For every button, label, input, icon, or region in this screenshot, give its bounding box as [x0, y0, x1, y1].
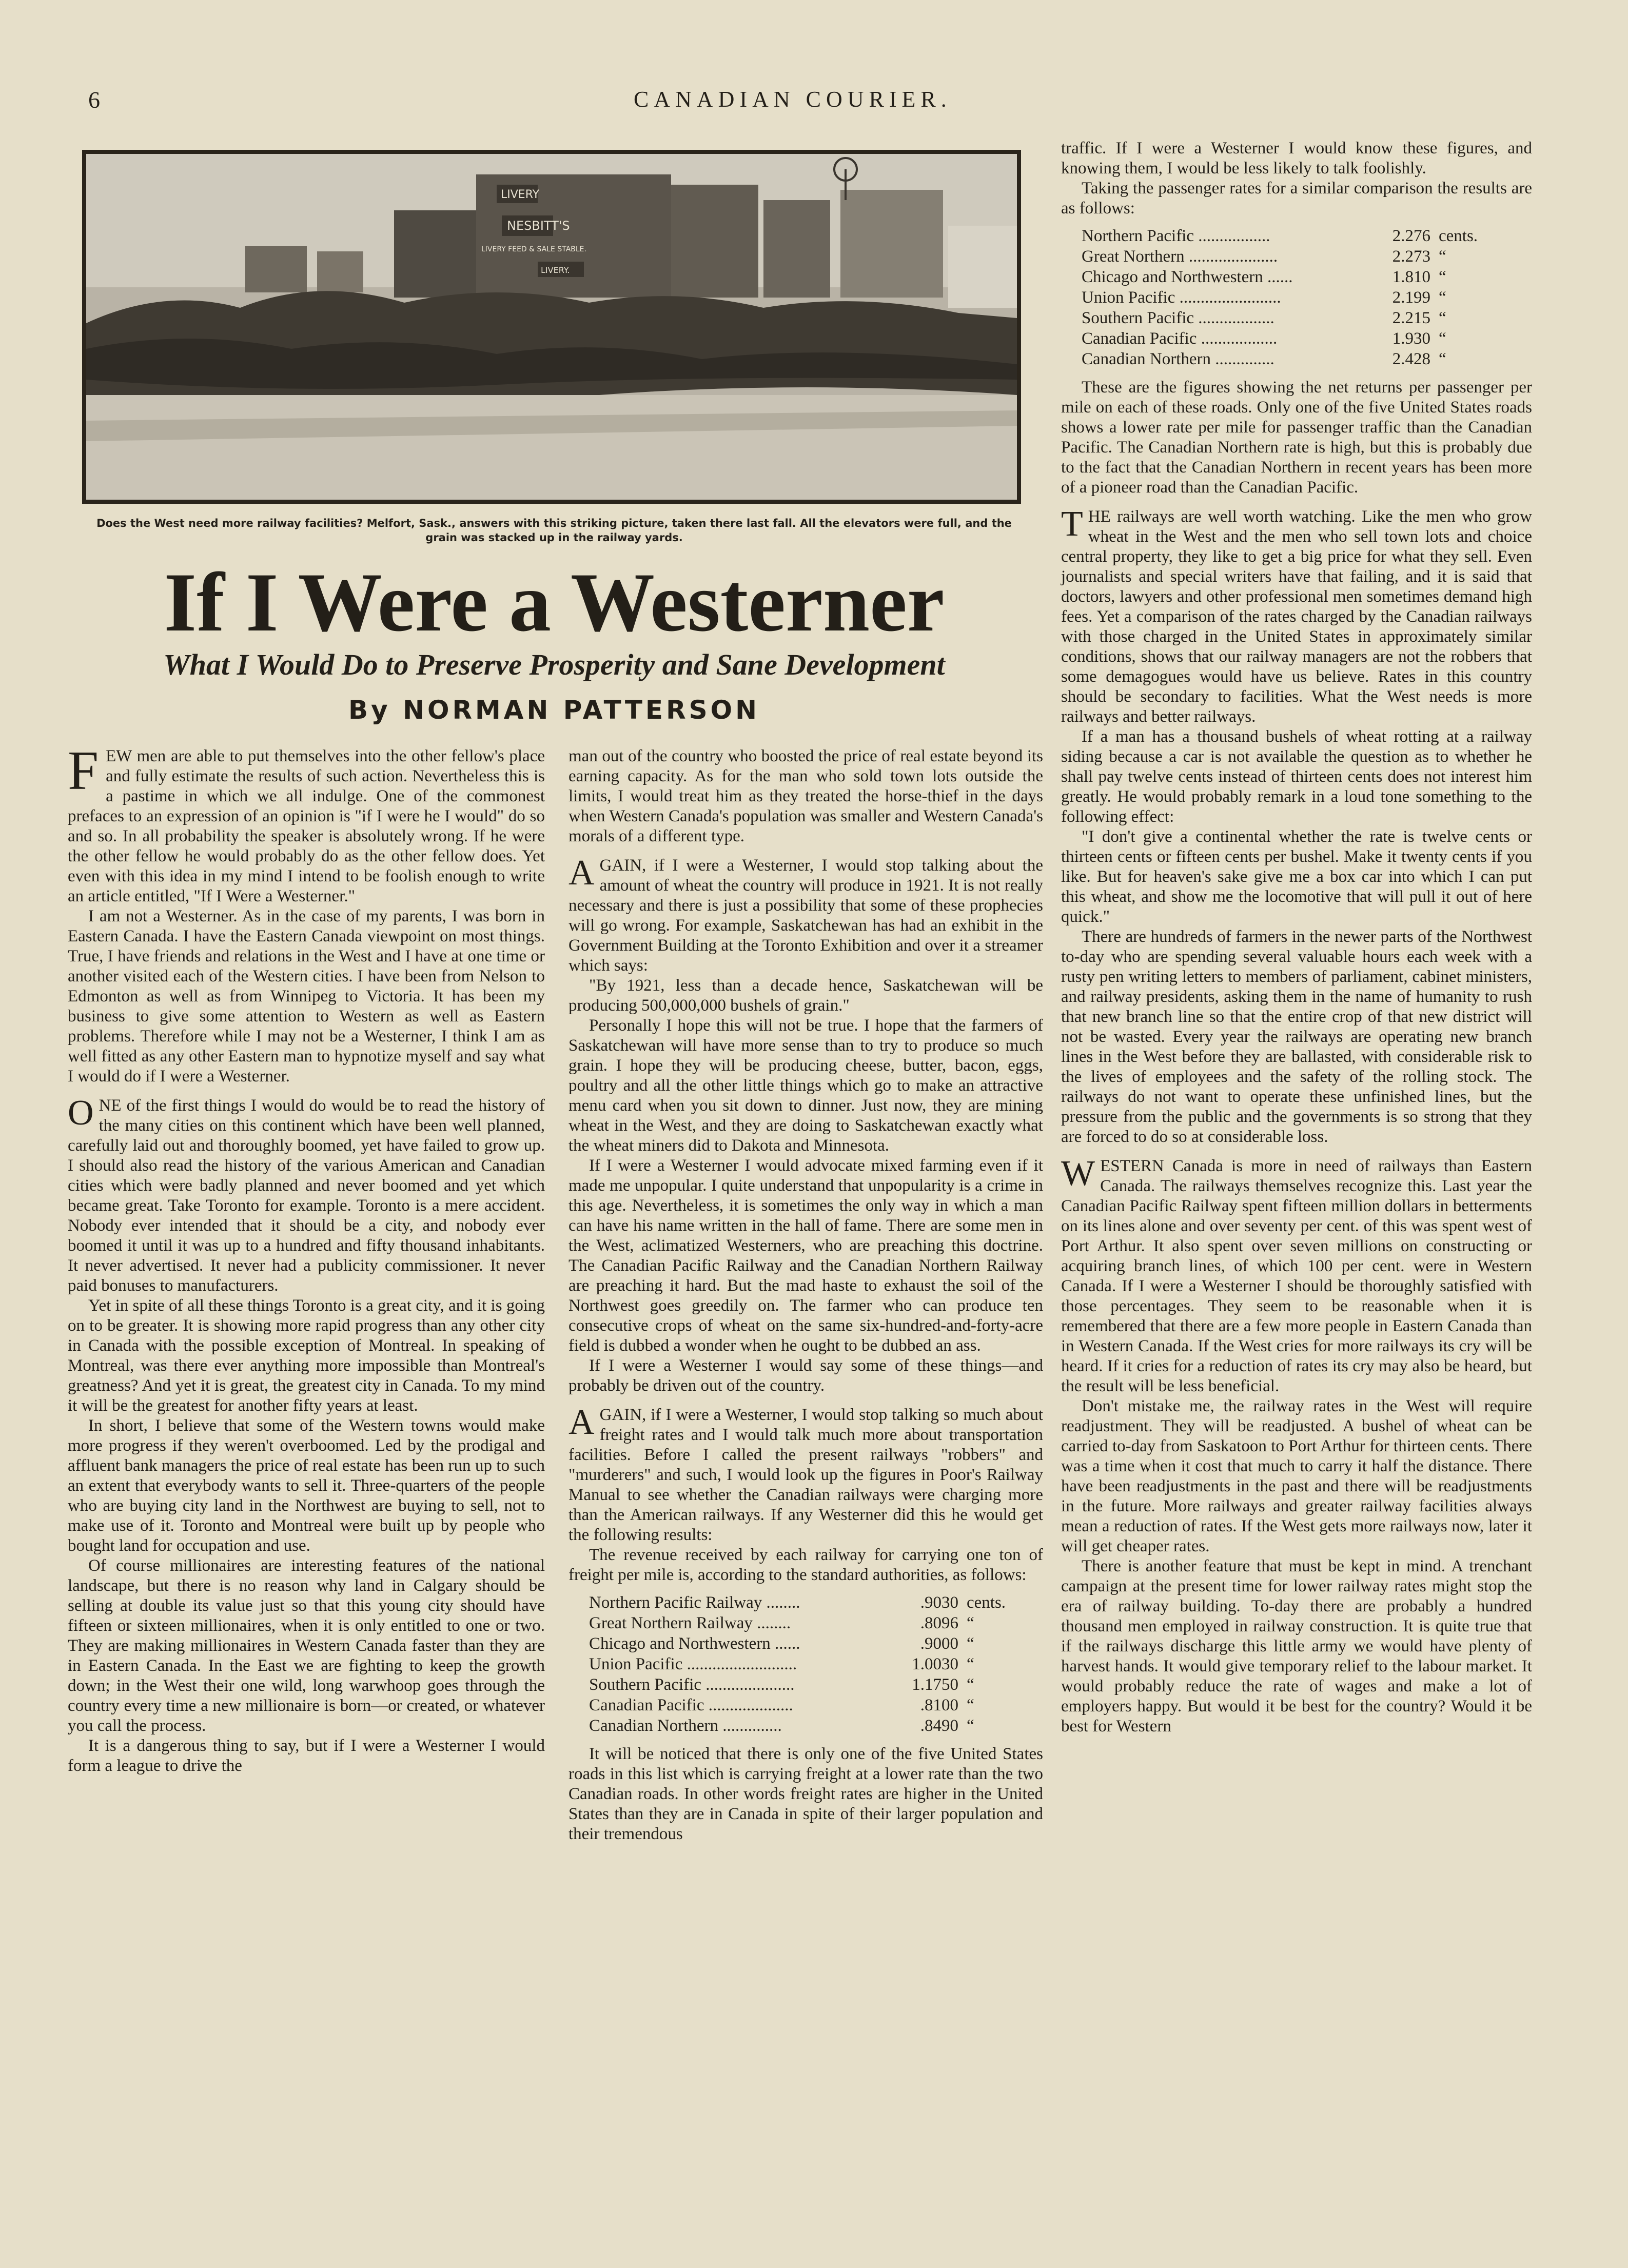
- rate-unit: “: [967, 1717, 974, 1735]
- table-row: [589, 1715, 1006, 1736]
- rate-unit: “: [1439, 350, 1446, 368]
- rate-value: 1.810: [1392, 268, 1430, 286]
- rate-value: .9030: [920, 1593, 958, 1612]
- paragraph-text: GAIN, if I were a Westerner, I would stop talking about the amount of wheat the country will produce in 1921. It is not really necessary and there is just a possibility that some of these prophecies will go wrong. For example, Saskatchewan has had an exhibit in the Government Building at the Toronto Exhibition and over it a streamer which says:: [568, 856, 1043, 975]
- rate-value: .8096: [920, 1614, 958, 1632]
- paragraph: The revenue received by each railway for carrying one ton of freight per mile is, according to the standard authorities, as follows:: [568, 1546, 1043, 1584]
- livery2-sign: LIVERY.: [541, 265, 570, 275]
- paragraph: [568, 853, 1043, 976]
- paragraph: I am not a Westerner. As in the case of my parents, I was born in Eastern Canada. I have the Eastern Canada viewpoint on most things. True, I have friends and relations in the West and I have at one time or another visited each of the Western cities. I have been from Nelson to Edmonton as well as from Winnipeg to Victoria. It has been my business to give some attention to Western as well as Eastern problems. Therefore while I may not be a Westerner, I think I am as well fitted as any other Eastern man to hypnotize myself and say what I would do if I were a Westerner.: [68, 907, 545, 1086]
- table-row: [1082, 308, 1478, 328]
- rate-unit: cents.: [967, 1593, 1006, 1612]
- paragraph: Yet in spite of all these things Toronto is a great city, and it is going on to be greater. It is showing more rapid progress than any other city in Canada with the possible exception of Montreal. In speaking of Montreal, was there ever anything more impossible than Montreal's greatness? And yet it is great, the greatest city in Canada. To my mind it will be the greatest for another fifty years at least.: [68, 1296, 545, 1415]
- table-row: [589, 1674, 1006, 1695]
- table-row: [1082, 287, 1478, 308]
- table-row: [589, 1592, 1006, 1613]
- paragraph-text: GAIN, if I were a Westerner, I would stop talking so much about freight rates and I would talk much more about transportation facilities. Before I called the present railways "robbers" and "murderers" and such, I would look up the figures in Poor's Railway Manual to see whether the Canadian railways were charging more than the American railways. If any Westerner did this he would get the following results:: [568, 1406, 1043, 1544]
- rate-value: 2.215: [1392, 309, 1430, 327]
- rate-value: 1.930: [1392, 329, 1430, 348]
- paragraph: Personally I hope this will not be true. I hope that the farmers of Saskatchewan will have more sense than to try to produce so much grain. I hope they will be producing cheese, butter, bacon, eggs, poultry and all the other little things which go to make an attractive menu card when you sit down to dinner. Just now, they are mining wheat in the West, and they are doing to Saskatchewan exactly what the wheat miners did to Dakota and Minnesota.: [568, 1016, 1043, 1155]
- paragraph: [68, 740, 545, 906]
- column-3: [1061, 139, 1532, 1737]
- railway-name: Union Pacific ........................: [1082, 288, 1281, 307]
- rate-unit: cents.: [1439, 227, 1478, 245]
- railway-name: Canadian Northern ..............: [1082, 350, 1274, 368]
- paragraph: "By 1921, less than a decade hence, Saskatchewan will be producing 500,000,000 bushels of grain.": [568, 976, 1043, 1015]
- initial-cap: T: [1061, 504, 1083, 544]
- paragraph: [1061, 504, 1532, 727]
- railway-name: Chicago and Northwestern ......: [1082, 268, 1293, 286]
- table-row: [1082, 349, 1478, 369]
- paragraph: These are the figures showing the net returns per passenger per mile on each of these roads. Only one of the five United States roads shows a lower rate per mile for passenger traffic than the Canadian Pacific. The Canadian Northern rate is high, but this is probably due to the fact that the Canadian Northern in recent years has been more of a pioneer road than the Canadian Pacific.: [1061, 378, 1532, 497]
- railway-name: Southern Pacific ..................: [1082, 309, 1274, 327]
- railway-name: Great Northern Railway ........: [589, 1614, 791, 1632]
- paragraph: [68, 1093, 545, 1296]
- column-1: [68, 740, 545, 1776]
- table-row: [1082, 267, 1478, 287]
- paragraph: There is another feature that must be kept in mind. A trenchant campaign at the present time for lower railway rates might stop the era of railway building. To-day there are probably a hundred thousand men employed in railway construction. It is quite true that if the railways discharge this little army we would have plenty of harvest hands. It would give temporary relief to the labour market. It would probably reduce the rate of wages and make a lot of employers happy. But would it be best for the country? Would it be best for Western: [1061, 1557, 1532, 1735]
- rate-value: 2.199: [1392, 288, 1430, 307]
- rate-value: .8490: [920, 1717, 958, 1735]
- railway-name: Great Northern .....................: [1082, 247, 1278, 266]
- rate-value: 2.428: [1392, 350, 1430, 368]
- paragraph: man out of the country who boosted the price of real estate beyond its earning capacity. As for the man who sold town lots outside the limits, I would treat him as they treated the horse-thief in the days when Western Canada's population was smaller and Western Canada's morals of a different type.: [568, 747, 1043, 845]
- paragraph-text: HE railways are well worth watching. Like the men who grow wheat in the West and the men who sell town lots and choice central property, they like to get a big price for what they sell. Even journalists and special writers have that failing, and it is said that doctors, lawyers and other professional men sometimes demand high fees. Yet a comparison of the rates charged by the Canadian railways with those charged in the United States in approximately similar conditions, shows that our railway managers are not the robbers that some demagogues would have us believe. Rates in this country should be secondary to facilities. What the West needs is more railways and better railways.: [1061, 507, 1532, 726]
- railway-name: Chicago and Northwestern ......: [589, 1634, 800, 1653]
- railway-name: Northern Pacific .................: [1082, 227, 1270, 245]
- rate-unit: “: [1439, 268, 1446, 286]
- rate-value: .9000: [920, 1634, 958, 1653]
- rate-unit: “: [1439, 309, 1446, 327]
- rate-unit: “: [967, 1696, 974, 1714]
- rate-unit: “: [1439, 288, 1446, 307]
- rate-unit: “: [967, 1655, 974, 1673]
- paragraph: In short, I believe that some of the Western towns would make more progress if they weren't overboomed. Led by the prodigal and affluent bank managers the price of real estate has been run up to such an extent that everybody wants to sell it. Three-quarters of the people who are buying city land in the Northwest are buying to sell, not to make use of it. Toronto and Montreal were built up by people who bought land for occupation and use.: [68, 1416, 545, 1555]
- paragraph: If I were a Westerner I would advocate mixed farming even if it made me unpopular. I quite understand that unpopularity is a crime in this age. Nevertheless, it is sometimes the only way in which a man can have his name written in the hall of fame. There are some men in the West, aclimatized Westerners, who are preaching this doctrine. The Canadian Pacific Railway and the Canadian Northern Railway are preaching it hard. But the mad haste to exhaust the soil of the Northwest goes greedily on. The farmer who can produce ten consecutive crops of wheat on the same six-hundred-and-forty-acre field is dubbed a wonder when he ought to be dubbed an ass.: [568, 1156, 1043, 1355]
- rate-value: .8100: [920, 1696, 958, 1714]
- paragraph: If I were a Westerner I would say some of these things—and probably be driven out of the country.: [568, 1356, 1043, 1395]
- livery-sign: LIVERY: [501, 188, 540, 201]
- table-row: [1082, 328, 1478, 349]
- grain-photo: [82, 150, 1021, 504]
- photo-caption: Does the West need more railway facilities? Melfort, Sask., answers with this striking picture, taken there last fall. All the elevators were full, and the grain was stacked up in the railway yards.: [96, 517, 1012, 544]
- paragraph-text: NE of the first things I would do would be to read the history of the many cities on this continent which have been well planned, carefully laid out and thoroughly boomed, yet have failed to grow up. I should also read the history of the various American and Canadian cities which were badly planned and never boomed and yet which became great. Take Toronto for example. Toronto is a mere accident. Nobody ever intended that it should be a city, and nobody ever boomed it until it was up to a hundred and fifty thousand inhabitants. It never advertised. It never had a publicity commissioner. It never paid bonuses to manufacturers.: [68, 1096, 545, 1295]
- railway-name: Canadian Pacific ..................: [1082, 329, 1278, 348]
- paragraph: It is a dangerous thing to say, but if I were a Westerner I would form a league to drive the: [68, 1737, 545, 1775]
- passenger-rates-table: [1082, 226, 1478, 369]
- article-subtitle: What I Would Do to Preserve Prosperity and Sane Development: [163, 648, 945, 681]
- railway-name: Canadian Pacific ....................: [589, 1696, 793, 1714]
- railway-name: Southern Pacific .....................: [589, 1675, 795, 1694]
- table-row: [1082, 226, 1478, 246]
- initial-cap: A: [568, 853, 595, 893]
- byline: By NORMAN PATTERSON: [348, 695, 760, 725]
- initial-cap: A: [568, 1403, 595, 1442]
- running-header: CANADIAN COURIER.: [634, 87, 952, 112]
- table-row: [589, 1613, 1006, 1633]
- freight-rates-table: [589, 1592, 1006, 1736]
- paragraph: It will be noticed that there is only one of the five United States roads in this list which is carrying freight at a lower rate than the two Canadian roads. In other words freight rates are higher in the United States than they are in Canada in spite of their larger population and their tremendous: [568, 1745, 1043, 1843]
- paragraph: Of course millionaires are interesting features of the national landscape, but there is no reason why land in Calgary should be selling at double its value just so that this young city should have fifteen or sixteen millionaires, when it is only entitled to one or two. They are making millionaires in Western Canada faster than they are in Eastern Canada. In the East we are fighting to keep the growth down; in the West their one wild, long warwhoop goes through the country every time a new millionaire is born—or created, or whatever you call the process.: [68, 1556, 545, 1735]
- initial-cap: W: [1061, 1154, 1095, 1193]
- rate-unit: “: [967, 1614, 974, 1632]
- paragraph: "I don't give a continental whether the rate is twelve cents or thirteen cents or fifteen cents per bushel. Make it twenty cents if you like. But for heaven's sake give me a box car into which I can put this wheat, and show me the locomotive that will pull it out of here quick.": [1061, 827, 1532, 926]
- paragraph-text: EW men are able to put themselves into the other fellow's place and fully estimate the results of such action. Nevertheless this is a pastime in which we all indulge. One of the commonest prefaces to an expression of an opinion is "if I were he I would" do so and so. In all probability the speaker is absolutely wrong. If he were the other fellow he would probably do as the other fellow does. Yet even with this idea in my mind I intend to be foolish enough to write an article entitled, "If I Were a Westerner.": [68, 747, 545, 905]
- rate-unit: “: [967, 1634, 974, 1653]
- paragraph: [568, 1405, 1043, 1545]
- rate-unit: “: [1439, 329, 1446, 348]
- paragraph: There are hundreds of farmers in the newer parts of the Northwest to-day who are spending several valuable hours each week with a rusty pen writing letters to members of parliament, cabinet ministers, and railway presidents, asking them in the name of humanity to rush that new branch line so that the entire crop of that new district will not be wasted. Every year the railways are operating new branch lines in the West before they are ballasted, with considerable risk to the lives of employees and the safety of the rolling stock. The railways do not want to operate these unfinished lines, but the pressure from the public and the governments is so strong that they are forced to do so at considerable loss.: [1061, 928, 1532, 1146]
- article-title: If I Were a Westerner: [164, 556, 945, 649]
- rate-value: 1.0030: [912, 1655, 958, 1673]
- paragraph: traffic. If I were a Westerner I would know these figures, and knowing them, I would be less likely to talk foolishly.: [1061, 139, 1532, 178]
- paragraph: If a man has a thousand bushels of wheat rotting at a railway siding because a car is not available the question as to whether he shall pay twelve cents instead of thirteen cents does not interest him greatly. He would probably remark in a loud tone something to the following effect:: [1061, 727, 1532, 826]
- page-number: 6: [88, 87, 100, 113]
- railway-name: Northern Pacific Railway ........: [589, 1593, 800, 1612]
- column-2: [568, 746, 1043, 1844]
- rate-value: 2.273: [1392, 247, 1430, 266]
- drop-cap: F: [68, 740, 99, 801]
- table-row: [589, 1633, 1006, 1654]
- table-row: [589, 1695, 1006, 1715]
- railway-name: Canadian Northern ..............: [589, 1717, 782, 1735]
- nesbitts-sign: NESBITT'S: [507, 219, 570, 233]
- paragraph: Don't mistake me, the railway rates in the West will require readjustment. They will be readjusted. A bushel of wheat can be carried to-day from Saskatoon to Port Arthur for thirteen cents. There was a time when it cost that much to carry it half the distance. There have been readjustments in the past and there will be readjustments in the future. More railways and greater railway facilities always mean a reduction of rates. If the West gets more railways now, later it will get cheaper rates.: [1061, 1397, 1532, 1555]
- paragraph: Taking the passenger rates for a similar comparison the results are as follows:: [1061, 179, 1532, 218]
- stable-sign: LIVERY FEED & SALE STABLE.: [481, 245, 586, 253]
- paragraph: [1061, 1156, 1532, 1396]
- railway-name: Union Pacific ..........................: [589, 1655, 797, 1673]
- table-row: [589, 1654, 1006, 1674]
- rate-unit: “: [1439, 247, 1446, 266]
- rate-value: 2.276: [1392, 227, 1430, 245]
- rate-unit: “: [967, 1675, 974, 1694]
- rate-value: 1.1750: [912, 1675, 958, 1694]
- table-row: [1082, 246, 1478, 267]
- paragraph-text: ESTERN Canada is more in need of railways than Eastern Canada. The railways themselves recognize this. Last year the Canadian Pacific Railway spent fifteen million dollars in betterments on its lines alone and over seventy per cent. of this was spent west of Port Arthur. It also spent over seven millions on constructing or acquiring branch lines, of which 100 per cent. were in Western Canada. If I were a Westerner I should be thoroughly satisfied with those percentages. They seem to be reasonable when it is remembered that there are a few more people in Eastern Canada than in Western Canada. If the West cries for more railways its cry will be heard. If it cries for a reduction of rates its cry may also be heard, but the result will be less beneficial.: [1061, 1157, 1532, 1395]
- initial-cap: O: [68, 1093, 94, 1133]
